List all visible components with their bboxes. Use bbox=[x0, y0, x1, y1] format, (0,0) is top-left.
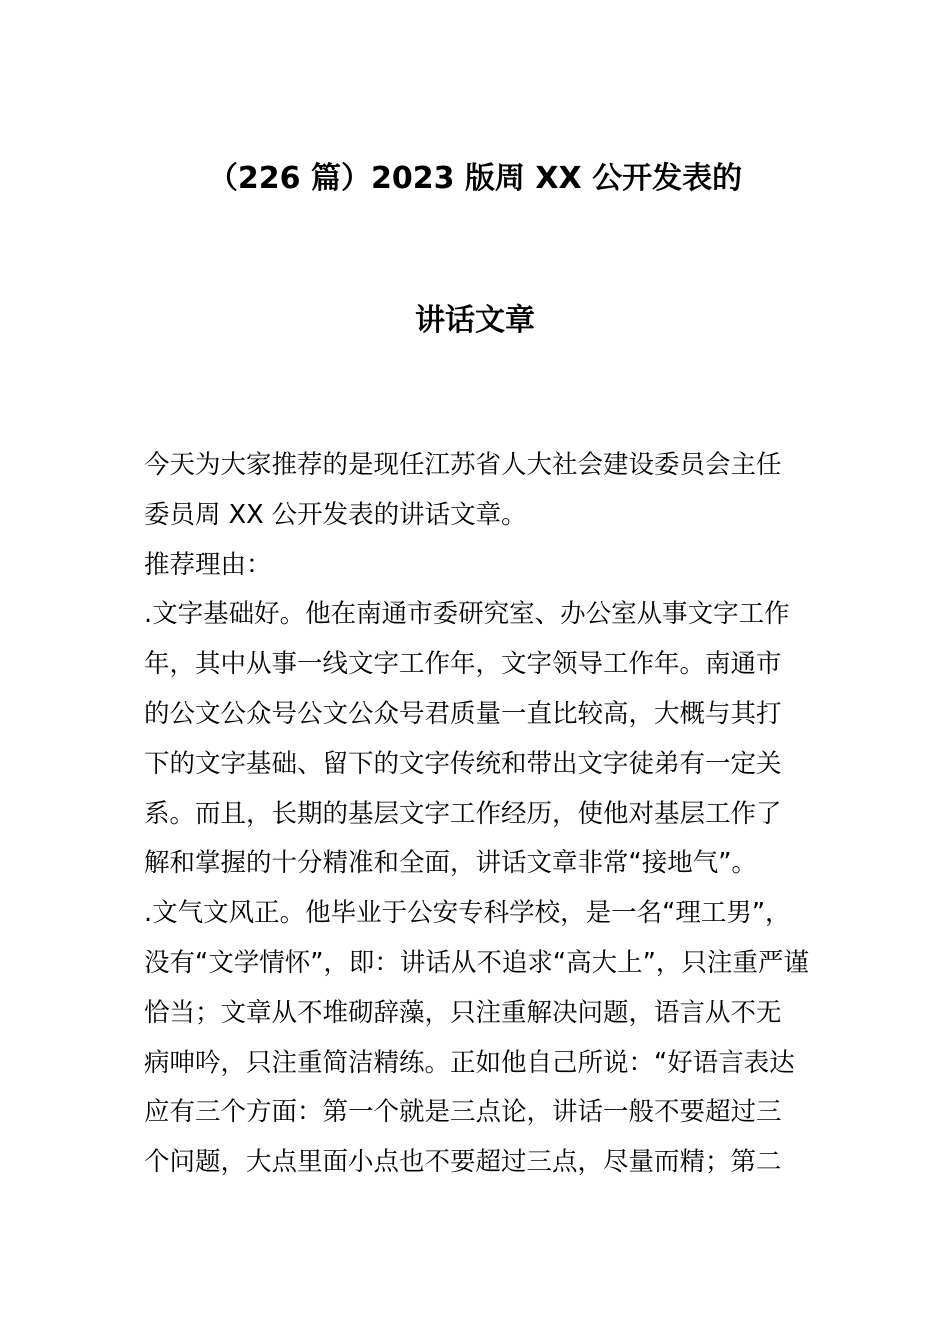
body-line: .文字基础好。他在南通市委研究室、办公室从事文字工作 bbox=[144, 599, 790, 630]
body-line: 系。而且，长期的基层文字工作经历，使他对基层工作了 bbox=[144, 798, 782, 829]
body-line: 今天为大家推荐的是现任江苏省人大社会建设委员会主任 bbox=[144, 450, 782, 480]
body-line: 解和掌握的十分精准和全面，讲话文章非常“接地气”。 bbox=[144, 848, 757, 879]
body-line: 的公文公众号公文公众号君质量一直比较高，大概与其打 bbox=[144, 698, 782, 729]
body-line: 年，其中从事一线文字工作年，文字领导工作年。南通市 bbox=[144, 649, 782, 680]
body-line: 病呻吟，只注重简洁精练。正如他自己所说：“好语言表达 bbox=[144, 1047, 795, 1078]
body-line: 推荐理由： bbox=[144, 549, 272, 580]
body-line: 委员周 XX 公开发表的讲话文章。 bbox=[144, 499, 527, 530]
document-title-line-1: （226 篇）2023 版周 XX 公开发表的 bbox=[207, 161, 743, 196]
body-line: 个问题，大点里面小点也不要超过三点，尽量而精；第二 bbox=[144, 1147, 782, 1178]
document-body bbox=[144, 441, 808, 1188]
body-line: 没有“文学情怀”，即：讲话从不追求“高大上”，只注重严谨 bbox=[144, 947, 809, 978]
body-line: 下的文字基础、留下的文字传统和带出文字徒弟有一定关 bbox=[144, 748, 782, 779]
document-title-line-2: 讲话文章 bbox=[415, 303, 535, 338]
body-line: .文气文风正。他毕业于公安专科学校，是一名“理工男”， bbox=[144, 898, 791, 929]
body-line: 恰当；文章从不堆砌辞藻，只注重解决问题，语言从不无 bbox=[144, 997, 782, 1028]
body-line: 应有三个方面：第一个就是三点论，讲话一般不要超过三 bbox=[144, 1097, 782, 1128]
